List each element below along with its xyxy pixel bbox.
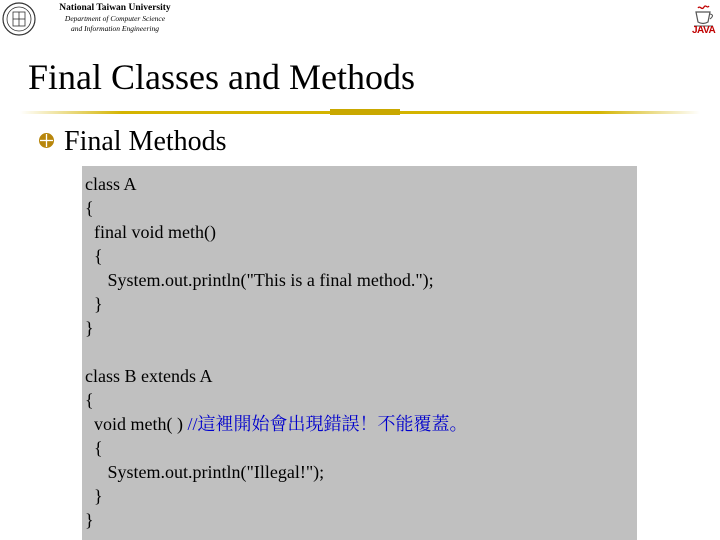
code-comment: //這裡開始會出現錯誤！不能覆蓋。	[187, 414, 468, 434]
code-block	[82, 166, 637, 540]
java-logo-text: JAVA	[692, 25, 716, 36]
university-seal-icon	[2, 2, 36, 36]
code-line: {	[85, 390, 94, 410]
code-line: }	[85, 510, 94, 530]
code-line: final void meth()	[85, 222, 216, 242]
bullet-icon	[38, 132, 55, 149]
title-underline	[20, 108, 700, 118]
code-line: System.out.println("This is a final method.");	[85, 270, 434, 290]
header-text	[40, 2, 190, 34]
university-name: National Taiwan University	[59, 3, 171, 13]
bullet-final-methods: Final Methods	[64, 126, 227, 157]
code-line: {	[85, 198, 94, 218]
code-line: {	[85, 246, 103, 266]
code-line: }	[85, 318, 94, 338]
code-text: void meth( )	[85, 414, 188, 434]
code-line: class B extends A	[85, 366, 213, 386]
code-line-with-comment	[85, 412, 468, 436]
code-line: }	[85, 294, 103, 314]
department-line-1: Department of Computer Science	[64, 14, 166, 23]
code-line: System.out.println("Illegal!");	[85, 462, 325, 482]
code-line: class A	[85, 174, 137, 194]
code-line: {	[85, 438, 103, 458]
slide-title: Final Classes and Methods	[28, 57, 415, 97]
department-line-2: and Information Engineering	[71, 24, 159, 33]
code-line: }	[85, 486, 103, 506]
